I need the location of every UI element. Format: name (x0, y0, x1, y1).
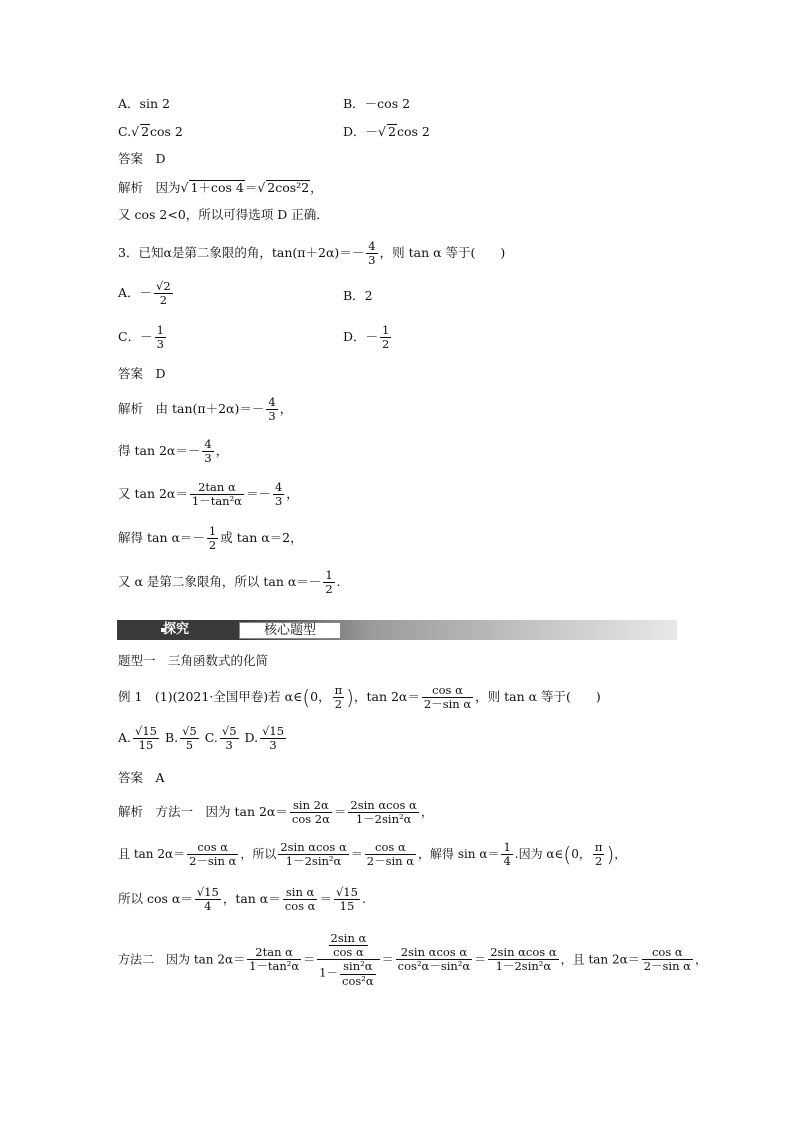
analysis-q2-line2: 又 cos 2<0，所以可得选项 D 正确． (118, 207, 329, 222)
option-3a: A．－ $\frac{√2}{2}$ (118, 279, 171, 308)
type1-title: 题型一 三角函数式的化简 (118, 653, 269, 668)
analysis-ex1-line4: 方法二 因为 tan 2α＝ $\frac{\text{2tan α}}{\text{1－tan²α}}$ ＝ $\frac{\text{2sin α}}{\text{cos α}}$ 1－ $\frac{\text{sin²α}}{\text{cos²α}}$ ＝ $\frac{\text{2sin αcos α}}{\text{cos²α－sin²α}}$ ＝ $\frac{\text{2sin αcos α}}{\text{1－2sin²α}}$ ，且 tan 2α＝ $\frac{\text{cos α}}{\text{2－sin α}}$ ， (118, 931, 707, 988)
analysis-q3-line4: 解得 tan α＝－ $\frac{1}{2}$ 或 tan α＝2， (118, 524, 303, 553)
question-3: 3．已知α是第二象限的角，tan(π＋2α)＝－ $\frac{4}{3}$ ，则 tan α 等于( ) (118, 239, 506, 268)
option-3c: C．－ $\frac{1}{3}$ (118, 323, 164, 352)
analysis-ex1-line2: 且 tan 2α＝ $\frac{\text{cos α}}{\text{2－sin α}}$ ，所以 $\frac{\text{2sin αcos α}}{\text{1－2sin²α}}$ ＝ $\frac{\text{cos α}}{\text{2－sin α}}$ ，解得 sin α＝ $\frac{1}{4}$ .因为 α∈(0， $\frac{\pi}{2}$ )， (118, 840, 627, 869)
option-3b: B．2 (343, 288, 373, 303)
answer-q2: 答案 D (118, 151, 166, 166)
analysis-ex1-line1: 解析 方法一 因为 tan 2α＝ $\frac{\sin 2\alpha}{\cos 2\alpha}$ ＝ $\frac{\text{2sin αcos α}}{\text{1－2sin²α}}$ ， (118, 798, 434, 827)
option-2d: D．－√ 2cos 2 (343, 124, 430, 139)
option-2b: B．－cos 2 (343, 96, 411, 111)
answer-example-1: 答案 A (118, 770, 165, 785)
answer-q3: 答案 D (118, 366, 166, 381)
section-banner (117, 620, 677, 640)
analysis-q2-line1: 解析 因为√ 1＋cos 4＝√ 2cos²2， (118, 180, 323, 195)
analysis-q3-line5: 又 α 是第二象限角，所以 tan α＝－ $\frac{1}{2}$ . (118, 568, 341, 597)
options-example-1: A. $\frac{√15}{15}$ B. $\frac{√5}{5}$ C. $\frac{√5}{3}$ D. $\frac{√15}{3}$ (118, 724, 285, 753)
analysis-q3-line2: 得 tan 2α＝－ $\frac{4}{3}$ ， (118, 437, 229, 466)
option-2a: A．sin 2 (118, 96, 170, 111)
analysis-q3-line1: 解析 由 tan(π＋2α)＝－ $\frac{4}{3}$ ， (118, 395, 293, 424)
example-1: 例 1 (1)(2021·全国甲卷)若 α∈(0， $\frac{\pi}{2}$ )，tan 2α＝ $\frac{\text{cos α}}{\text{2－sin α}}$ ，则 tan α 等于( ) (118, 683, 601, 712)
option-3d: D．－ $\frac{1}{2}$ (343, 323, 390, 352)
banner-tag-core: 核心题型 (239, 622, 341, 639)
analysis-ex1-line3: 所以 cos α＝ $\frac{√15}{4}$ ，tan α＝ $\frac{\text{sin α}}{\text{cos α}}$ ＝ $\frac{√15}{15}$ . (118, 885, 366, 914)
option-2c: C.√ 2cos 2 (118, 124, 183, 139)
banner-tag-explore: 探究 (163, 622, 190, 637)
analysis-q3-line3: 又 tan 2α＝ $\frac{\text{2tan α}}{\text{1－tan²α}}$ ＝－ $\frac{4}{3}$ ， (118, 480, 299, 509)
